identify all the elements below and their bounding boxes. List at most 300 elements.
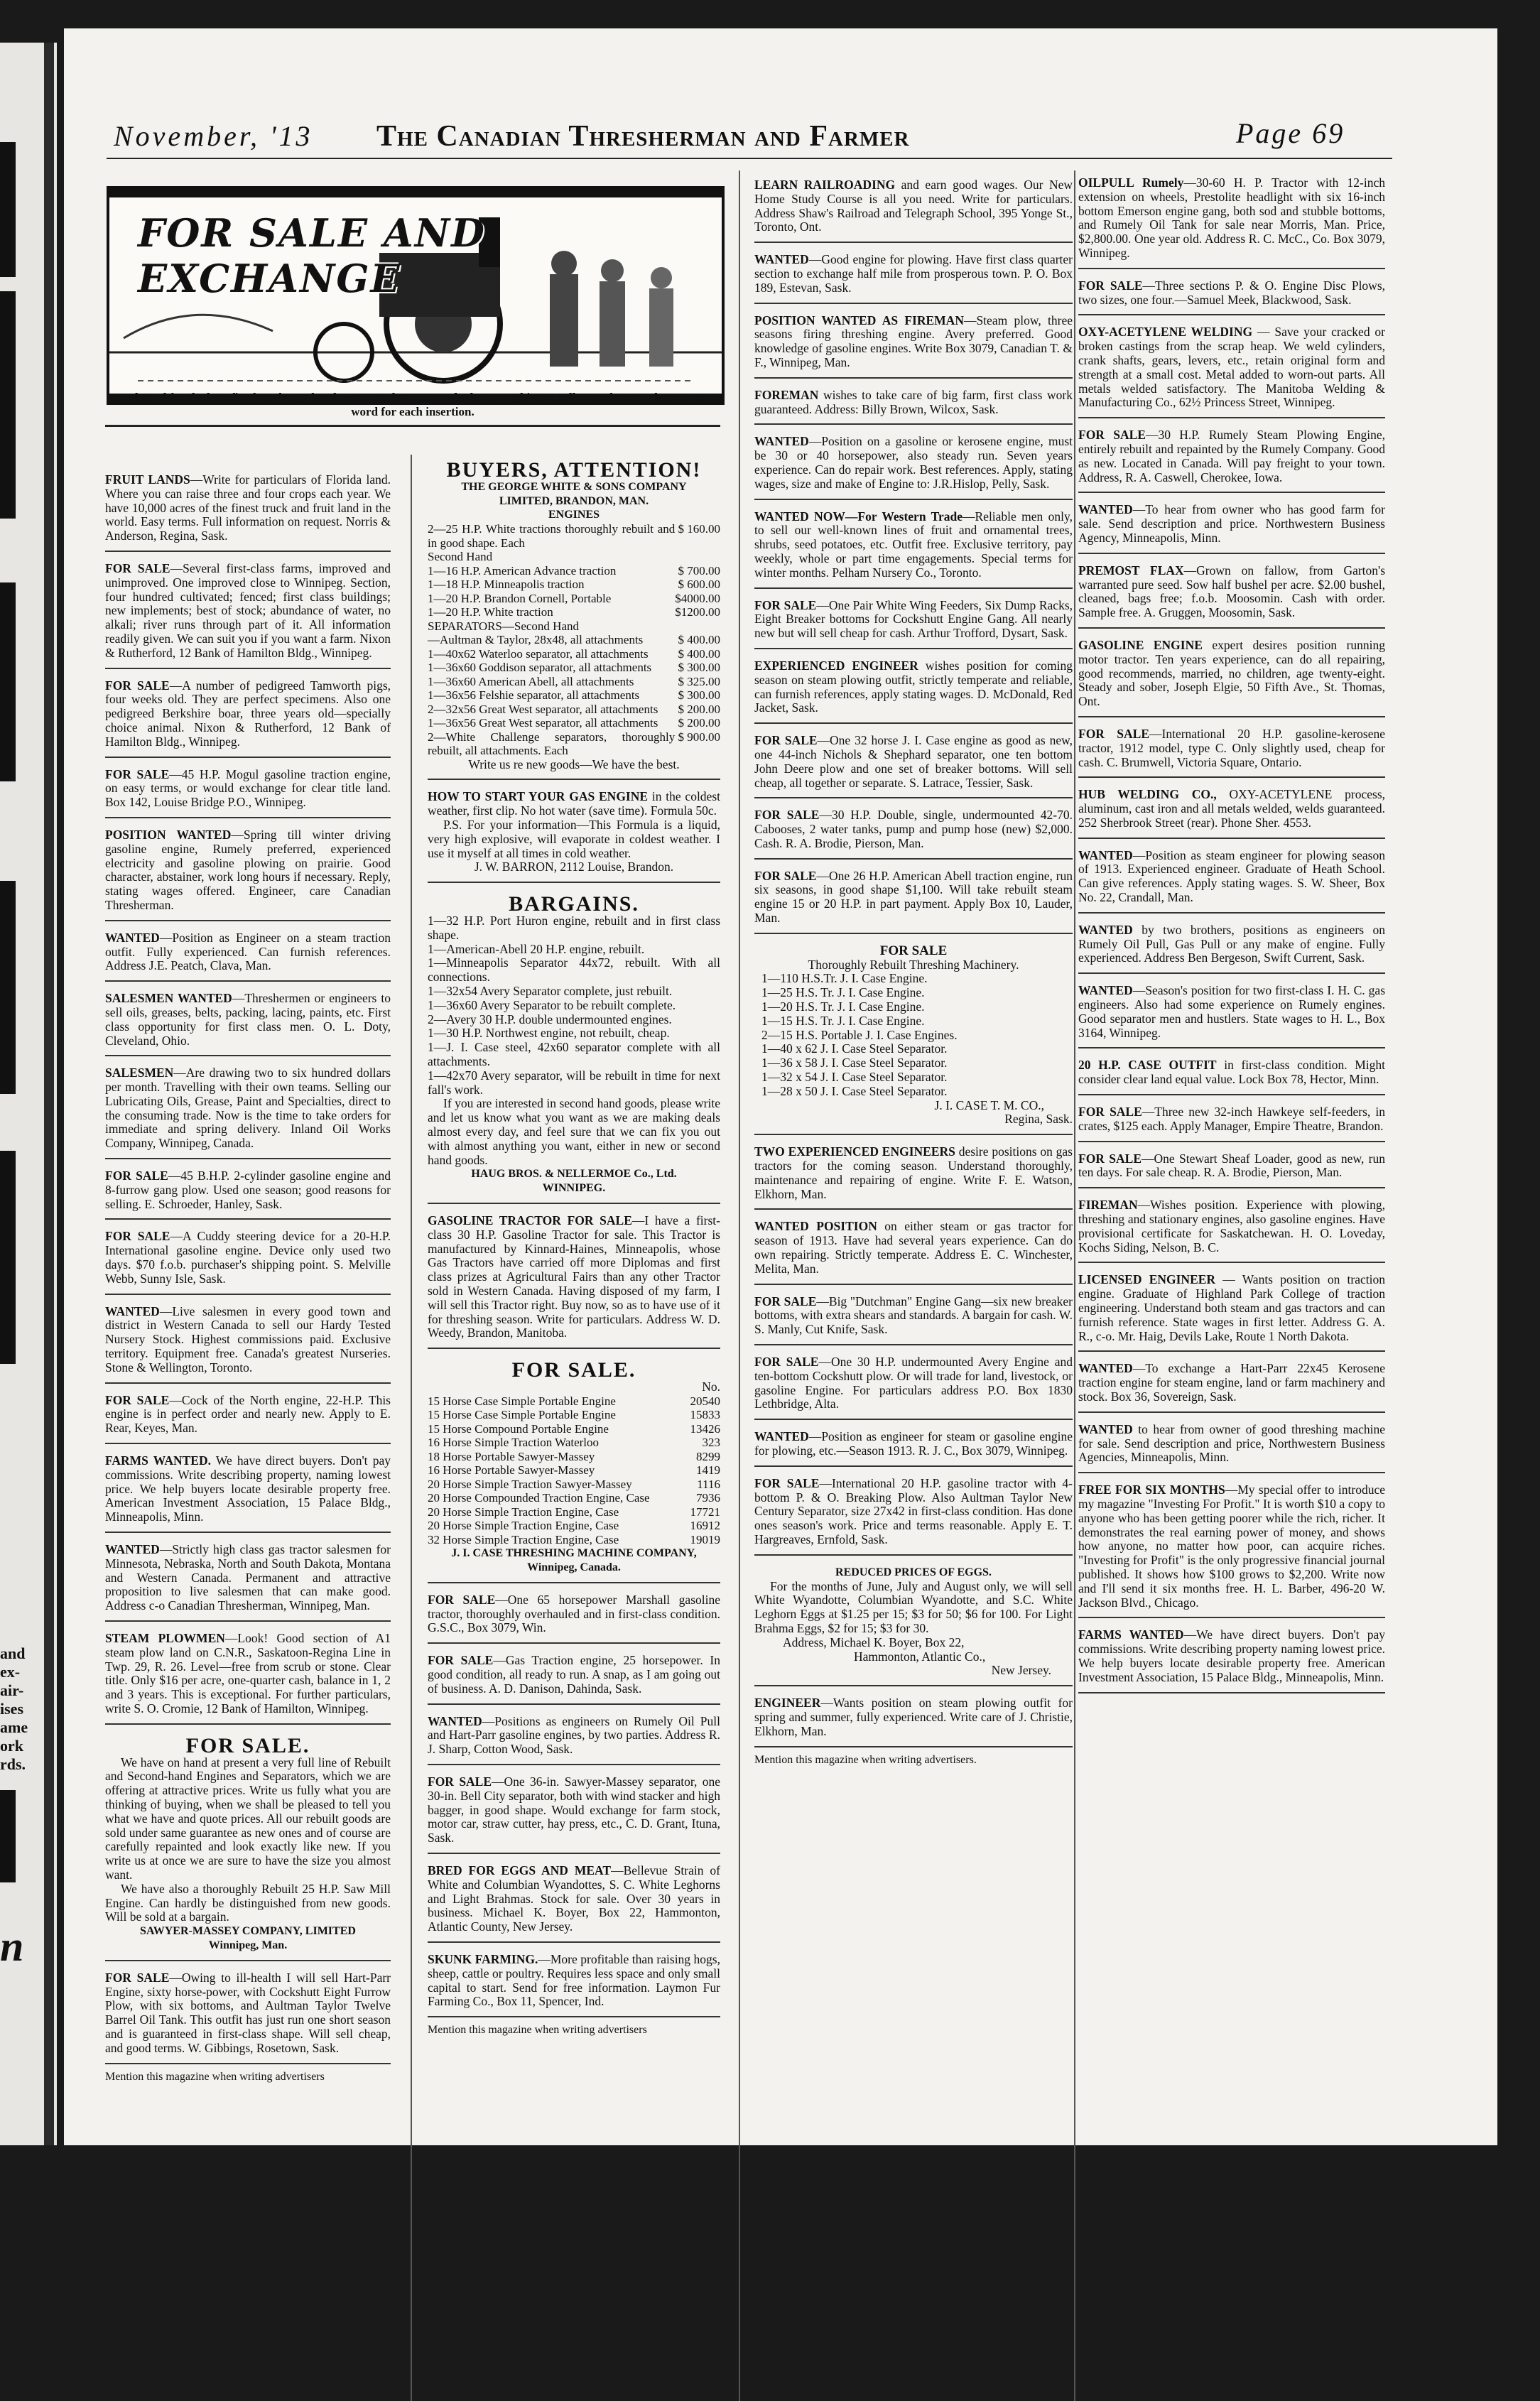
ad-text: —Grown on fallow, from Garton's warranted pure seed. Sow half bushel per acre. $2.00 bushel, cleaned, bags free; f.o.b. Moosomin. Cash with order. Sample free. A. Gruggen, Moosomin, Sask. (1078, 563, 1386, 620)
ad-text: — Save your cracked or broken castings from the scrap heap. We weld cylinders, crank shafts, gears, levers, etc., retain original form and strength at a small cost. Metal added to worn-out parts. All metals welded satisfactory. The Manitoba Welding & Manufacturing Co., 62½ Princess Street, Winnipeg. (1078, 325, 1386, 410)
classified-ad (428, 1771, 720, 1854)
classified-ad (1078, 172, 1385, 269)
classified-ad (1078, 560, 1385, 629)
classified-ad (1078, 1269, 1385, 1352)
ad-heading: PREMOST FLAX (1078, 563, 1184, 578)
ad-heading: WANTED (1078, 502, 1133, 517)
ad-heading: FOR SALE (105, 678, 170, 693)
classified-ad (105, 1627, 391, 1725)
ad-text: —Write for particulars of Florida land. Where you can raise three and four crops each year. We have 10,000 acres of the finest truck and fruit land in the world. Easy terms. Full information on request. Norris & Anderson, Regina, Sask. (105, 472, 391, 543)
classified-ad (1078, 919, 1385, 974)
classified-ad (105, 1225, 391, 1294)
ad-heading: POSITION WANTED (105, 827, 232, 842)
ad-text: —Good engine for plowing. Have first class quarter section to exchange half mile from prosperous town. P. O. Box 189, Estevan, Sask. (754, 252, 1073, 295)
item-value: $ 160.00 (678, 522, 720, 536)
classified-ad (428, 1949, 720, 2017)
ad-text: —International 20 H.P. gasoline tractor with 4-bottom P. & O. Breaking Plow. Also Aultman Taylor New Century Separator, size 27x42 in first-class condition. Has done ones season's work. Price and terms reasonable. Apply E. T. Hargreaves, Ernfold, Sask. (754, 1475, 1073, 1546)
ad-text: to hear from owner of good threshing machine for sale. Send description and price, Northwestern Business Agencies, Minneapolis, Minn. (1078, 1421, 1385, 1465)
ad-heading: SKUNK FARMING. (428, 1952, 538, 1966)
classified-ad (754, 1291, 1073, 1345)
classified-ad (754, 1351, 1073, 1420)
ad-text: desire positions on gas tractors for the coming season. Understand thoroughly, maintenance and repairing of engine. Write F. E. Watson, Elkhorn, Man. (754, 1144, 1073, 1201)
mention-note: Mention this magazine when writing advertisers (428, 2024, 647, 2037)
item-value: 17721 (690, 1505, 720, 1519)
item-value: $ 300.00 (678, 688, 720, 703)
ad-heading: FOR SALE (754, 868, 817, 883)
table-row (428, 1450, 720, 1464)
for-sale-exchange-banner (107, 186, 725, 405)
ad-heading: FARMS WANTED (1078, 1627, 1184, 1642)
item-description: 16 Horse Simple Traction Waterloo (428, 1436, 600, 1450)
classified-ad (105, 1450, 391, 1533)
ad-text: —One 30 H.P. undermounted Avery Engine and ten-bottom Cockshutt plow. Or will trade for land, livestock, or gasoline Engine. For particulars address P.O. Box 1830 Lethbridge, Alta. (754, 1355, 1073, 1411)
edge-fragment: and (0, 1644, 26, 1662)
ad-text: —Wishes position. Experience with plowing, threshing and stationary engines, also gasoline engines. Have provisional certificate for Saskatchewan. H. O. Loveday, Kochs Siding, Nelson, B. C. (1078, 1198, 1385, 1254)
classified-ad (105, 764, 391, 818)
classified-ad (105, 824, 391, 921)
item-description: 20 Horse Simple Traction Engine, Case (428, 1519, 619, 1533)
ad-signature: SAWYER-MASSEY COMPANY, LIMITED (140, 1925, 356, 1938)
number-column-label: No. (702, 1379, 720, 1394)
ad-heading: FOR SALE (105, 766, 170, 781)
ad-signature: New Jersey. (991, 1663, 1051, 1678)
table-row (428, 550, 720, 564)
classified-ad (428, 1711, 720, 1765)
edge-fragment: n (0, 1923, 24, 1970)
classified-ad (1078, 424, 1385, 493)
company-location: LIMITED, BRANDON, MAN. (499, 494, 649, 507)
classified-ad (1078, 1054, 1385, 1095)
table-row (428, 730, 720, 758)
classified-ad (754, 804, 1073, 859)
table-row (428, 1519, 720, 1533)
ad-heading: FOR SALE (1078, 1105, 1142, 1120)
ad-signature: Hammonton, Atlantic Co., (854, 1649, 986, 1664)
classified-ad (754, 1473, 1073, 1556)
edge-fragment: ork (0, 1737, 23, 1755)
ad-heading: WANTED (754, 252, 809, 267)
item-description: 15 Horse Case Simple Portable Engine (428, 1394, 616, 1408)
item-value: $ 600.00 (678, 578, 720, 592)
item-description: 2—25 H.P. White tractions thoroughly rebuilt and in good shape. Each (428, 522, 676, 550)
list-item: 1—36x60 Avery Separator to be rebuilt complete. (428, 997, 676, 1012)
item-value: $1200.00 (675, 605, 720, 619)
ad-heading: BRED FOR EGGS AND MEAT (428, 1863, 612, 1878)
ad-heading: FOREMAN (754, 387, 819, 402)
ad-text: in the coldest weather, first clip. No hot water (save time). Formula 50c. (428, 789, 721, 818)
ad-text: —30 H.P. Double, single, undermounted 42-70. Cabooses, 2 water tanks, pump and pump hose (new) $2,000. Cash. R. A. Brodie, Pierson, Man. (754, 808, 1073, 850)
classified-ad (754, 1426, 1073, 1467)
ad-text: —My special offer to introduce my magazine "Investing For Profit." It is worth $10 a copy to anyone who has been getting poorer while the rich, richer. It demonstrates the real earning power of money, and shows how anyone, no matter how poor, can acquire riches. "Investing for Profit" is the only progressive financial journal published. It shows how $100 grows to $2,200. Write now and I'll send it six months free. H. L. Barber, 496-20 W. Jackson Blvd., Chicago. (1078, 1483, 1386, 1610)
classified-ad (754, 310, 1073, 379)
table-row (428, 619, 720, 634)
ad-text: —Three sections P. & O. Engine Disc Plows, two sizes, one four.—Samuel Meek, Blackwood, Sask. (1078, 278, 1386, 307)
ad-text: wishes to take care of big farm, first class work guaranteed. Address: Billy Brown, Wilcox, Sask. (754, 387, 1073, 416)
table-row (428, 605, 720, 619)
ad-heading: FOR SALE (105, 560, 170, 575)
ad-heading: GASOLINE TRACTOR FOR SALE (428, 1213, 632, 1227)
ad-text: —Bellevue Strain of White and Columbian Wyandottes, S. C. White Leghorns and Light Brahmas. Stock for sale. Over 30 years in business. Michael K. Boyer, Box 22, Hammonton, Atlantic County, New Jersey. (428, 1863, 720, 1934)
item-value: 7936 (696, 1491, 720, 1505)
ad-heading: TWO EXPERIENCED ENGINEERS (754, 1144, 955, 1159)
classified-ad (1078, 321, 1385, 418)
list-item: 1—40 x 62 J. I. Case Steel Separator. (761, 1041, 948, 1056)
item-description: 15 Horse Case Simple Portable Engine (428, 1408, 616, 1422)
item-description: 1—20 H.P. White traction (428, 605, 553, 619)
ad-text: —To hear from owner who has good farm for sale. Send description and price. Northwestern Business Agency, Minneapolis, Minn. (1078, 502, 1385, 545)
classified-ad (754, 730, 1073, 798)
item-description: 20 Horse Compounded Traction Engine, Case (428, 1491, 650, 1505)
table-row (428, 647, 720, 661)
list-item: 1—Minneapolis Separator 44x72, rebuilt. With all connections. (428, 955, 720, 985)
gasoline-tractor-ad (428, 1210, 720, 1349)
item-description: 15 Horse Compound Portable Engine (428, 1421, 609, 1436)
item-value: 1419 (696, 1463, 720, 1478)
classified-ad (754, 865, 1073, 934)
ad-heading: FOR SALE (754, 597, 817, 612)
ad-text: —Position as steam engineer for plowing season of 1913. Experienced engineer. Graduate of Heath School. Can give references. Apply stating wages. S. W. Sheer, Box No. 22, Crandall, Man. (1078, 847, 1385, 905)
classified-ad (428, 1860, 720, 1943)
ad-heading: FOR SALE (754, 733, 818, 748)
classified-ad (1078, 980, 1385, 1048)
classified-ad (105, 1389, 391, 1444)
section-label: ENGINES (548, 509, 600, 521)
column-3-classifieds (754, 174, 1073, 934)
list-item: 1—32x54 Avery Separator complete, just rebuilt. (428, 984, 673, 999)
ad-heading: FOR SALE (1078, 428, 1146, 443)
ad-signature: Address, Michael K. Boyer, Box 22, (783, 1635, 965, 1649)
ad-text: —Position as engineer for steam or gasoline engine for plowing, etc.—Season 1913. R. J. C., Box 3079, Winnipeg. (754, 1429, 1073, 1458)
item-value: 19019 (690, 1532, 720, 1546)
classified-ad (1078, 1357, 1385, 1412)
ad-text: —Threshermen or engineers to sell oils, greases, belts, packing, lacing, paints, etc. First class opportunity for first class men. O. L. Doty, Cleveland, Ohio. (105, 991, 391, 1048)
table-row (428, 1533, 720, 1547)
item-value: $ 400.00 (678, 646, 720, 661)
classified-ad (1078, 634, 1385, 717)
ad-heading: WANTED (105, 1304, 160, 1318)
issue-date: November, '13 (114, 120, 313, 152)
ad-heading: HUB WELDING CO., (1078, 787, 1217, 802)
ad-text: OXY-ACETYLENE process, aluminum, cast iron and all metals welded, welds guaranteed. 252 Sherbrook Street (rear). Phone Sher. 4553. (1078, 787, 1385, 830)
edge-fragment: ame (0, 1718, 28, 1736)
item-description: —Aultman & Taylor, 28x48, all attachments (428, 633, 644, 647)
mention-note: Mention this magazine when writing advertisers (105, 2070, 325, 2083)
eggs-ad (754, 1561, 1073, 1686)
ad-heading: FOR SALE (879, 943, 948, 958)
ad-intro: Thoroughly Rebuilt Threshing Machinery. (808, 957, 1019, 972)
item-description: 1—20 H.P. Brandon Cornell, Portable (428, 591, 612, 605)
ad-text: —International 20 H.P. gasoline-kerosene tractor, 1912 model, type C. Only slightly used, cheap for cash. C. Brumwell, Victoria Square, Ontario. (1078, 726, 1385, 769)
ad-heading: FRUIT LANDS (105, 472, 190, 487)
ad-heading: FIREMAN (1078, 1198, 1138, 1213)
classified-ad (754, 430, 1073, 499)
item-value: 13426 (690, 1421, 720, 1436)
ad-text: P.S. For your information—This Formula is a liquid, very high explosive, will evaporate in coldest weather. I use it myself at all times in cold weather. (428, 818, 720, 860)
ad-text: —Reliable men only, to sell our well-known lines of fruit and ornamental trees, shrubs, seed potatoes, etc. Outfit free. Exclusive territory, pay weekly, whole or part time engagements. Special terms for winter months. Pelham Nursery Co., Toronto. (754, 509, 1073, 580)
ad-text: —Position on a gasoline or kerosene engine, must be 30 or 40 horsepower, also steady run. Seven years experience. Can do repair work. Best references. Apply, stating wages, size and make of Engine to: J.R.Hislop, Pelly, Sask. (754, 434, 1073, 491)
classified-ad (105, 987, 391, 1056)
list-item: 1—32 H.P. Port Huron engine, rebuilt and in first class shape. (428, 914, 720, 942)
classified-ad (428, 1589, 720, 1644)
ad-heading: FOR SALE (1078, 1151, 1142, 1166)
table-row (428, 1422, 720, 1436)
list-item: 1—30 H.P. Northwest engine, not rebuilt, cheap. (428, 1026, 670, 1041)
classified-ad (754, 384, 1073, 426)
item-description: Second Hand (428, 550, 493, 564)
item-description: 1—16 H.P. American Advance traction (428, 563, 617, 578)
edge-fragment: rds. (0, 1755, 26, 1773)
masthead-title: The Canadian Thresherman and Farmer (376, 120, 910, 153)
classified-ad (1078, 723, 1385, 778)
table-row (428, 1463, 720, 1478)
classified-ad (754, 1692, 1073, 1747)
item-description: 18 Horse Portable Sawyer-Massey (428, 1449, 595, 1463)
ad-text: on either steam or gas tractor for season of 1913. Have had several years experience. Can do own repairing. Strictly temperate. Address E. C. Winchester, Melita, Man. (754, 1219, 1073, 1276)
ad-text: —Positions as engineers on Rumely Oil Pull and Hart-Parr gasoline engines, by two parties. Address R. J. Sharp, Cotton Wood, Sask. (428, 1713, 720, 1757)
table-row (428, 564, 720, 578)
item-value: 1116 (697, 1477, 720, 1491)
classified-ad (1078, 1624, 1385, 1693)
item-value: $ 325.00 (678, 674, 720, 688)
ad-heading: FOR SALE (105, 1392, 170, 1407)
classified-ad (1078, 1101, 1385, 1142)
ad-text: —Cock of the North engine, 22-H.P. This engine is in perfect order and nearly new. Apply to E. Rear, Keyes, Man. (105, 1392, 391, 1436)
ad-heading: REDUCED PRICES OF EGGS. (835, 1566, 992, 1578)
ad-heading: LEARN RAILROADING (754, 178, 896, 192)
ad-text: —Look! Good section of A1 steam plow land on C.N.R., Saskatoon-Regina Line in Twp. 29, R. 26. Level—free from scrub or stone. Clear title. Only $16 per acre, one-quarter cash, balance in 1, 2 and 3 years. This is exceptional. For further particulars, write S. O. Cromie, 12 Bank of Hamilton, Winnipeg. (105, 1631, 391, 1716)
ad-heading: STEAM PLOWMEN (105, 1631, 225, 1645)
column-4 (1078, 172, 1385, 1699)
classified-ad (105, 1301, 391, 1384)
ad-heading: LICENSED ENGINEER (1078, 1272, 1216, 1287)
classified-ad (1078, 845, 1385, 914)
ad-text: —To exchange a Hart-Parr 22x45 Kerosene traction engine for steam engine, land or farm machinery and stock. Box 36, Sovereign, Sask. (1078, 1361, 1385, 1404)
list-item: 1—25 H.S. Tr. J. I. Case Engine. (761, 985, 925, 1000)
item-value: $ 700.00 (678, 563, 720, 578)
ad-text: —Owing to ill-health I will sell Hart-Parr Engine, sixty horse-power, with Cockshutt Eight Furrow Plow, with six bottoms, and Aultman Taylor Twelve Barrel Oil Tank. This outfit has just run one short season and is guaranteed in first-class shape. Will sell cheap, and good terms. W. Gibbings, Rosetown, Sask. (105, 1970, 391, 2055)
classified-ad (754, 249, 1073, 303)
ad-heading: FOR SALE (1078, 726, 1150, 741)
table-row (428, 1505, 720, 1519)
ad-text: —One Stewart Sheaf Loader, good as new, run ten days. For sale cheap. R. A. Brodie, Pierson, Man. (1078, 1151, 1386, 1180)
classified-ad (1078, 1479, 1385, 1618)
ad-heading: FOR SALE (754, 1294, 817, 1308)
ad-heading: 20 H.P. CASE OUTFIT (1078, 1058, 1217, 1073)
case-for-sale-ad (428, 1355, 720, 1583)
ad-text: —45 H.P. Mogul gasoline traction engine, on easy terms, or would exchange for clear title land. Box 142, Louise Bridge P.O., Winnipeg. (105, 766, 391, 810)
table-row (428, 1394, 720, 1409)
classified-ad (105, 1967, 391, 2064)
item-description: SEPARATORS—Second Hand (428, 619, 580, 633)
ad-heading: FOR SALE. (185, 1733, 310, 1757)
item-value: $4000.00 (675, 591, 720, 605)
list-item: 1—28 x 50 J. I. Case Steel Separator. (761, 1083, 948, 1098)
column-2 (428, 455, 720, 2037)
ad-heading: BARGAINS. (509, 892, 639, 916)
ad-signature-location: Winnipeg, Man. (208, 1939, 288, 1951)
ad-text: —I have a first-class 30 H.P. Gasoline Tractor for sale. This Tractor is manufactured by Kinnard-Haines, Minneapolis, whose Gas Tractors have carried off more Diplomas and first class prizes at Agricultural Fairs than any other Tractor sold in Western Canada. Having disposed of my farm, I will sell this Tractor right. Buy now, so as to have use of it for threshing season. Write for particulars. Address W. D. Weedy, Brandon, Manitoba. (428, 1213, 720, 1340)
ad-text: — Wants position on traction engine. Graduate of Highland Park College of traction engineering. Understand both steam and gas tractors and can furnish reference. State wages in first letter. Address G. A. R., c-o. Mr. Haig, Devils Lake, Route 1 North Dakota. (1078, 1272, 1386, 1343)
ad-heading: FOR SALE (754, 1355, 819, 1369)
ad-heading: OXY-ACETYLENE WELDING (1078, 325, 1253, 340)
ad-heading: BUYERS, ATTENTION! (446, 458, 702, 482)
machinery-list (754, 972, 1073, 1098)
list-item: 1—20 H.S. Tr. J. I. Case Engine. (761, 999, 925, 1014)
classified-ad (105, 1062, 391, 1159)
price-list (428, 522, 720, 758)
bargain-list (428, 914, 720, 1097)
item-value: 8299 (696, 1449, 720, 1463)
item-description: 1—36x60 Goddison separator, all attachments (428, 661, 652, 675)
table-row (428, 1478, 720, 1492)
classified-ad (1078, 1194, 1385, 1263)
ad-text: —Are drawing two to six hundred dollars per month. Travelling with their own teams. Selling our Lubricating Oils, Grease, Paint and Specialties, direct to the consuming trade. Now is the time to take orders for immediate and spring delivery. Inland Oil Works Company, Winnipeg, Canada. (105, 1066, 391, 1151)
ad-heading: WANTED (1078, 922, 1133, 937)
ad-heading: FOR SALE (105, 1169, 168, 1183)
ad-heading: WANTED POSITION (754, 1219, 877, 1234)
classified-ad (105, 675, 391, 758)
ad-text: We have also a thoroughly Rebuilt 25 H.P. Saw Mill Engine. Can hardly be distinguished from new goods. Will be sold at a bargain. (105, 1881, 391, 1924)
list-item: 1—36 x 58 J. I. Case Steel Separator. (761, 1056, 948, 1071)
ad-heading: WANTED (1078, 1421, 1133, 1436)
ad-heading: HOW TO START YOUR GAS ENGINE (428, 789, 649, 804)
ad-text: —30 H.P. Rumely Steam Plowing Engine, entirely rebuilt and repainted by the Rumely Company. Good as new. Located in Canada. Will pay freight to your town. Address, R. A. Caswell, Cherokee, Iowa. (1078, 428, 1386, 484)
ad-signature: J. I. CASE T. M. CO., (934, 1097, 1044, 1112)
list-item: 1—15 H.S. Tr. J. I. Case Engine. (761, 1013, 925, 1028)
ad-text: —One 65 horsepower Marshall gasoline tractor, thoroughly overhauled and in first-class condition. G.S.C., Box 3079, Win. (428, 1592, 720, 1635)
list-item: 2—15 H.S. Portable J. I. Case Engines. (761, 1027, 958, 1042)
classified-ad (754, 595, 1073, 649)
ad-text: —Big "Dutchman" Engine Gang—six new breaker bottoms, with extra shears and standards. A bargain for cash. W. S. Manly, Cut Knife, Sask. (754, 1294, 1073, 1337)
table-row (428, 716, 720, 730)
ad-heading: FOR SALE (105, 1970, 170, 1985)
classified-ad (105, 558, 391, 669)
ad-text: and earn good wages. Our New Home Study Course is all you need. Write for particulars. Address Shaw's Railroad and Telegraph School, 395 Yonge St., Toronto, Ont. (754, 178, 1073, 234)
item-value: $ 300.00 (678, 661, 720, 675)
ad-signature-location: WINNIPEG. (542, 1182, 606, 1195)
ad-text: expert desires position running motor tractor. Ten years experience, can do all repairing, good recommends, married, no children, age twenty-eight. Steady and sober, Joseph Elgie, 50 Fifth Ave., St. Thomas, Ont. (1078, 637, 1386, 709)
bargains-ad (428, 889, 720, 1204)
item-description: 20 Horse Simple Traction Engine, Case (428, 1505, 619, 1519)
ad-text: —A Cuddy steering device for a 20-H.P. International gasoline engine. Device only used two days. $70 f.o.b. purchaser's shipping point. S. Melville Webb, Sunny Isle, Sask. (105, 1229, 391, 1286)
classified-ad (1078, 784, 1385, 838)
item-value: 323 (702, 1436, 720, 1450)
ad-text: For the months of June, July and August only, we will sell White Wyandotte, Columbian Wyandotte, and S.C. White Leghorn Eggs at $1.25 per 15; $3 for 50; $6 for 100. For Light Brahma Eggs, $2 for 15; $3 for 30. (754, 1578, 1073, 1635)
table-row (428, 1436, 720, 1450)
list-item: 1—J. I. Case steel, 42x60 separator complete with all attachments. (428, 1040, 720, 1069)
item-value (675, 619, 720, 634)
item-description: 32 Horse Simple Traction Engine, Case (428, 1532, 619, 1546)
item-description: 1—36x60 American Abell, all attachments (428, 674, 634, 688)
column-1 (105, 469, 391, 2083)
table-row (428, 675, 720, 689)
banner-title: FOR SALE AND EXCHANGE (138, 210, 486, 301)
classified-ad (754, 1215, 1073, 1284)
item-description: 1—36x56 Felshie separator, all attachments (428, 688, 640, 703)
table-row (428, 522, 720, 550)
ad-text: —Several first-class farms, improved and unimproved. One improved close to Winnipeg. Section, four hundred cultivated; fenced; first class buildings; new implements; best of stock; abundance of water, no alkali; river runs through part of it. All information readily given. We can suit you if you want a farm. Nixon & Rutherford, 12 Bank of Hamilton Bldg., Winnipeg. (105, 560, 391, 660)
classified-ad (1078, 1419, 1385, 1473)
item-value: $ 200.00 (678, 716, 720, 730)
ad-signature: J. W. BARRON, 2112 Louise, Brandon. (474, 860, 674, 874)
ad-text: —One 26 H.P. American Abell traction engine, run six seasons, in good shape $1,100. Will take rebuilt steam engine 15 or 20 H.P. in part payment. Apply Box 10, Lauder, Man. (754, 868, 1073, 926)
list-item: 1—42x70 Avery separator, will be rebuilt in time for next fall's work. (428, 1068, 720, 1097)
ad-text: —Spring till winter driving gasoline engine, Rumely preferred, experienced electricity and gasoline plowing on prairie. Good character, abstainer, work long hours if necessary. Reply, stating wages offered. Engineer, care Canadian Thresherman. (105, 827, 391, 912)
item-value: 16912 (690, 1519, 720, 1533)
table-row (428, 578, 720, 592)
ad-text: —Position as Engineer on a steam traction outfit. Fully experienced. Can furnish references. Address J.E. Peatch, Clava, Man. (105, 930, 391, 973)
sawyer-massey-ad (105, 1730, 391, 1961)
item-description: 1—40x62 Waterloo separator, all attachments (428, 646, 649, 661)
ad-heading: FOR SALE (754, 1475, 820, 1490)
ad-heading: SALESMEN (105, 1066, 174, 1080)
ad-heading: ENGINEER (754, 1696, 821, 1711)
item-description: 16 Horse Portable Sawyer-Massey (428, 1463, 595, 1478)
company-name: THE GEORGE WHITE & SONS COMPANY (461, 480, 687, 493)
item-value: 15833 (690, 1408, 720, 1422)
ad-text: —We have direct buyers. Don't pay commissions. Write describing property naming lowest price. We help buyers locate desirable property free. American Investment Association, 15 Palace Bldg., Minneapolis, Minn. (1078, 1627, 1385, 1684)
gas-engine-ad (428, 786, 720, 883)
case-rebuilt-ad (754, 940, 1073, 1135)
item-description: 1—18 H.P. Minneapolis traction (428, 578, 585, 592)
ad-heading: WANTED (754, 1429, 809, 1444)
ad-signature: HAUG BROS. & NELLERMOE Co., Ltd. (471, 1168, 677, 1181)
ad-text: —Season's position for two first-class I. H. C. gas engineers. Also had some experience on Rumely engines. Good separator men and hustlers. State wages to H. L., Box 3164, Winnipeg. (1078, 983, 1385, 1040)
classified-ad (105, 1165, 391, 1220)
ad-heading: SALESMEN WANTED (105, 991, 232, 1006)
item-value (675, 550, 720, 564)
ad-heading: FOR SALE. (511, 1358, 636, 1382)
buyers-attention-ad (428, 455, 720, 780)
classified-ad (1078, 499, 1385, 553)
ad-heading: WANTED (1078, 1361, 1133, 1376)
ad-text: by two brothers, positions as engineers on Rumely Oil Pull, Gas Pull or any make of engine. Fully experienced. Address Ben Bergeson, Swift Current, Sask. (1078, 922, 1385, 965)
page-number: Page 69 (1236, 117, 1345, 149)
ad-heading: WANTED (105, 1542, 160, 1557)
ad-text: We have on hand at present a very full line of Rebuilt and Second-hand Engines and Separators, which we are offering at attractive prices. Write us fully what you are thinking of buying, when we shall be pleased to tell you what we have and quote prices. All our rebuilt goods are sold under same guarantee as new ones and of course are carefully repainted and look exactly like new. If you write us at once we are sure to have the size you almost want. (105, 1755, 391, 1882)
classified-ad (754, 655, 1073, 724)
item-value: $ 900.00 (678, 730, 720, 744)
ad-heading: FOR SALE (428, 1592, 496, 1607)
list-item: 1—American-Abell 20 H.P. engine, rebuilt. (428, 941, 645, 956)
ad-heading: FOR SALE (105, 1229, 170, 1244)
ad-heading: WANTED (428, 1713, 482, 1728)
table-row (428, 661, 720, 675)
adjacent-page-edge (0, 43, 57, 2145)
ad-heading: FOR SALE (754, 808, 820, 823)
item-description: 20 Horse Simple Traction Sawyer-Massey (428, 1477, 632, 1491)
ad-heading: EXPERIENCED ENGINEER (754, 658, 918, 673)
item-value: 20540 (690, 1394, 720, 1408)
column-2-classifieds (428, 1589, 720, 2017)
ad-heading: FARMS WANTED. (105, 1453, 211, 1468)
item-description: 2—32x56 Great West separator, all attachments (428, 702, 658, 716)
table-row (428, 703, 720, 717)
table-row (428, 592, 720, 606)
ad-heading: WANTED NOW—For Western Trade (754, 509, 962, 524)
edge-fragment: ex- (0, 1663, 21, 1681)
classified-ad (754, 1141, 1073, 1210)
column-3-classifieds-b (754, 1141, 1073, 1556)
engine-list (428, 1394, 720, 1547)
ad-heading: OILPULL Rumely (1078, 175, 1184, 190)
classified-ad (105, 927, 391, 982)
table-row (428, 633, 720, 647)
ad-text: in first-class condition. Might consider clear land equal value. Lock Box 78, Hector, Minn. (1078, 1058, 1385, 1087)
ad-heading: FOR SALE (1078, 278, 1143, 293)
ad-text: —A number of pedigreed Tamworth pigs, four weeks old. They are perfect specimens. Also one pedigreed Berkshire boar, three years old—specially choice animal. Nixon & Rutherford, 12 Bank of Hamilton Bldg., Winnipeg. (105, 678, 391, 749)
ad-text: —One 36-in. Sawyer-Massey separator, one 30-in. Bell City separator, both with wind stacker and high bagger, in good shape. Would exchange for farm stock, motor car, straw cutter, hay press, etc., C. D. Grant, Ituna, Sask. (428, 1774, 720, 1846)
